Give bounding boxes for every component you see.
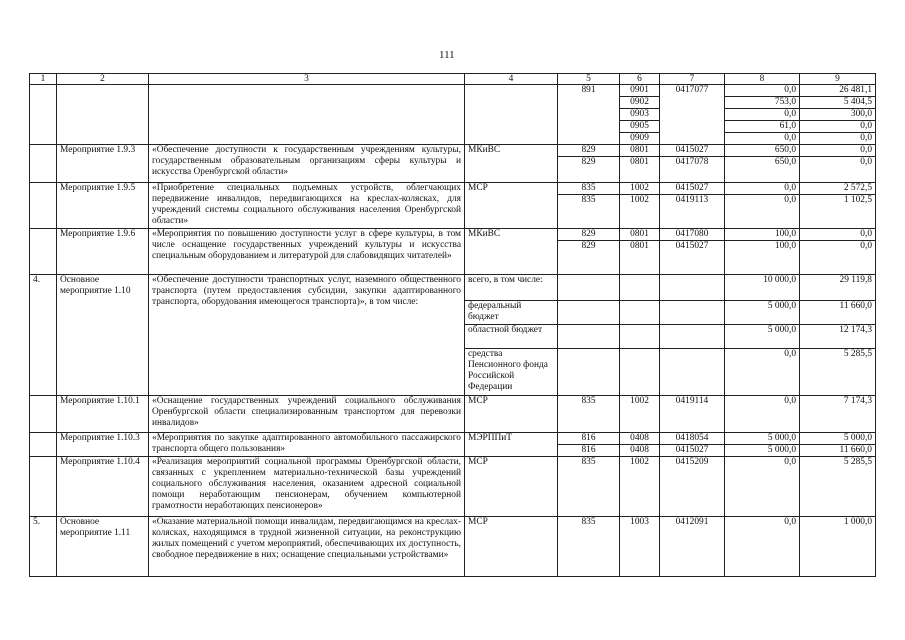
- rz-cell: 0905: [620, 121, 660, 133]
- value-cell: 0,0: [725, 85, 800, 97]
- value-cell: 0,0: [800, 145, 876, 157]
- cell: [30, 457, 57, 517]
- value-cell: 1 102,5: [800, 195, 876, 229]
- rz-cell: 0901: [620, 85, 660, 97]
- value-cell: 0,0: [725, 183, 800, 195]
- grbs-cell: 835: [558, 183, 620, 195]
- value-cell: 650,0: [725, 145, 800, 157]
- value-cell: 0,0: [725, 396, 800, 433]
- measure-description: «Обеспечение доступности транспортных услуг, наземного общественного транспорта (путем предоставления субсидии, закупки адаптированного транспорта, оборудования имеющегося транспорта)», в том числе:: [149, 275, 465, 396]
- executor-cell: МСР: [465, 396, 558, 433]
- cell: [57, 85, 149, 145]
- value-cell: 0,0: [725, 109, 800, 121]
- measure-name: Основное мероприятие 1.10: [57, 275, 149, 396]
- value-cell: 61,0: [725, 121, 800, 133]
- value-cell: 0,0: [800, 121, 876, 133]
- cs-cell: 0417078: [660, 157, 725, 183]
- measure-name: Мероприятие 1.10.3: [57, 433, 149, 457]
- measure-description: «Мероприятия по закупке адаптированного автомобильного пассажирского транспорта общего пользования»: [149, 433, 465, 457]
- grbs-cell: 835: [558, 195, 620, 229]
- table-row: [30, 433, 876, 445]
- cell: [660, 325, 725, 349]
- cs-cell: 0412091: [660, 517, 725, 577]
- rz-cell: 0801: [620, 229, 660, 241]
- grbs-cell: 891: [558, 85, 620, 145]
- cell: [620, 349, 660, 396]
- cs-cell: 0415027: [660, 183, 725, 195]
- col-header: 6: [620, 74, 660, 85]
- cell: [149, 85, 465, 145]
- cs-cell: 0419113: [660, 195, 725, 229]
- col-header: 9: [800, 74, 876, 85]
- cs-cell: 0415209: [660, 457, 725, 517]
- value-cell: 5 285,5: [800, 349, 876, 396]
- grbs-cell: 829: [558, 241, 620, 275]
- cell: [558, 349, 620, 396]
- value-cell: 0,0: [800, 133, 876, 145]
- cell: [620, 301, 660, 325]
- executor-cell: МКиВС: [465, 229, 558, 275]
- value-cell: 5 000,0: [725, 445, 800, 457]
- value-cell: 7 174,3: [800, 396, 876, 433]
- cs-cell: 0415027: [660, 445, 725, 457]
- cs-cell: 0417077: [660, 85, 725, 145]
- col-header: 5: [558, 74, 620, 85]
- table-row: [30, 275, 876, 301]
- measure-name: Мероприятие 1.10.4: [57, 457, 149, 517]
- value-cell: 2 572,5: [800, 183, 876, 195]
- item-number: 5.: [30, 517, 57, 577]
- table-row: [30, 183, 876, 195]
- cell: [558, 301, 620, 325]
- table-row: [30, 457, 876, 517]
- table-row: [30, 229, 876, 241]
- cell: [30, 396, 57, 433]
- measure-name: Мероприятие 1.9.3: [57, 145, 149, 183]
- value-cell: 11 660,0: [800, 445, 876, 457]
- cs-cell: 0417080: [660, 229, 725, 241]
- table-row: [30, 517, 876, 577]
- cell: [30, 145, 57, 183]
- value-cell: 5 000,0: [725, 433, 800, 445]
- cell: [620, 325, 660, 349]
- measure-name: Основное мероприятие 1.11: [57, 517, 149, 577]
- cell: [660, 301, 725, 325]
- grbs-cell: 835: [558, 517, 620, 577]
- value-cell: 0,0: [725, 133, 800, 145]
- value-cell: 5 285,5: [800, 457, 876, 517]
- value-cell: 1 000,0: [800, 517, 876, 577]
- grbs-cell: 816: [558, 445, 620, 457]
- rz-cell: 0408: [620, 433, 660, 445]
- rz-cell: 0408: [620, 445, 660, 457]
- cs-cell: 0419114: [660, 396, 725, 433]
- source-label: всего, в том числе:: [465, 275, 558, 301]
- rz-cell: 0909: [620, 133, 660, 145]
- value-cell: 5 404,5: [800, 97, 876, 109]
- cell: [30, 85, 57, 145]
- grbs-cell: 829: [558, 229, 620, 241]
- source-label: федеральный бюджет: [465, 301, 558, 325]
- value-cell: 11 660,0: [800, 301, 876, 325]
- cell: [620, 275, 660, 301]
- rz-cell: 1002: [620, 396, 660, 433]
- rz-cell: 0801: [620, 145, 660, 157]
- table-row: [30, 396, 876, 433]
- measure-description: «Оказание материальной помощи инвалидам, передвигающимся на креслах-колясках, находящимся в трудной жизненной ситуации, на реконструкцию жилых помещений с учетом мероприятий, обеспечивающих их доступность, свободное передвижение в них; оснащение специальными устройствами»: [149, 517, 465, 577]
- grbs-cell: 829: [558, 157, 620, 183]
- item-number: 4.: [30, 275, 57, 396]
- source-label: областной бюджет: [465, 325, 558, 349]
- measure-name: Мероприятие 1.9.5: [57, 183, 149, 229]
- value-cell: 0,0: [800, 229, 876, 241]
- table-row: [30, 145, 876, 157]
- col-header: 8: [725, 74, 800, 85]
- col-header: 3: [149, 74, 465, 85]
- value-cell: 0,0: [800, 241, 876, 275]
- measure-description: «Оснащение государственных учреждений социального обслуживания Оренбургской области специализированным транспортом для перевозки инвалидов»: [149, 396, 465, 433]
- value-cell: 12 174,3: [800, 325, 876, 349]
- value-cell: 0,0: [725, 517, 800, 577]
- value-cell: 300,0: [800, 109, 876, 121]
- cell: [558, 325, 620, 349]
- col-header: 2: [57, 74, 149, 85]
- rz-cell: 1003: [620, 517, 660, 577]
- cell: [30, 433, 57, 457]
- value-cell: 100,0: [725, 229, 800, 241]
- col-header: 4: [465, 74, 558, 85]
- value-cell: 29 119,8: [800, 275, 876, 301]
- grbs-cell: 829: [558, 145, 620, 157]
- cs-cell: 0415027: [660, 145, 725, 157]
- cs-cell: 0415027: [660, 241, 725, 275]
- col-header: 1: [30, 74, 57, 85]
- rz-cell: 0801: [620, 241, 660, 275]
- value-cell: 10 000,0: [725, 275, 800, 301]
- cell: [465, 85, 558, 145]
- value-cell: 753,0: [725, 97, 800, 109]
- grbs-cell: 835: [558, 457, 620, 517]
- measure-description: «Приобретение специальных подъемных устройств, облегчающих передвижение инвалидов, передвигающихся на креслах-колясках, для учреждений системы социального обслуживания населения Оренбургской области»: [149, 183, 465, 229]
- measure-description: «Реализация мероприятий социальной программы Оренбургской области, связанных с укреплением материально-технической базы учреждений социального обслуживания населения, оказанием адресной социальной помощи неработающим пенсионерам, обучением компьютерной грамотности неработающих пенсионеров»: [149, 457, 465, 517]
- cell: [30, 183, 57, 229]
- value-cell: 100,0: [725, 241, 800, 275]
- value-cell: 0,0: [800, 157, 876, 183]
- rz-cell: 0801: [620, 157, 660, 183]
- value-cell: 0,0: [725, 195, 800, 229]
- executor-cell: МСР: [465, 517, 558, 577]
- executor-cell: МСР: [465, 457, 558, 517]
- rz-cell: 0902: [620, 97, 660, 109]
- value-cell: 26 481,1: [800, 85, 876, 97]
- source-label: средства Пенсионного фонда Российской Федерации: [465, 349, 558, 396]
- measure-name: Мероприятие 1.9.6: [57, 229, 149, 275]
- value-cell: 5 000,0: [725, 301, 800, 325]
- budget-table: [29, 73, 876, 577]
- executor-cell: МКиВС: [465, 145, 558, 183]
- value-cell: 5 000,0: [725, 325, 800, 349]
- rz-cell: 0903: [620, 109, 660, 121]
- cell: [660, 275, 725, 301]
- value-cell: 0,0: [725, 349, 800, 396]
- table-row: [30, 85, 876, 97]
- cell: [30, 229, 57, 275]
- measure-description: «Обеспечение доступности к государственным учреждениям культуры, государственным образовательным организациям сферы культуры и искусства Оренбургской области»: [149, 145, 465, 183]
- measure-name: Мероприятие 1.10.1: [57, 396, 149, 433]
- measure-description: «Мероприятия по повышению доступности услуг в сфере культуры, в том числе оснащение государственных учреждений культуры и искусства специальным оборудованием и литературой для слабовидящих читателей»: [149, 229, 465, 275]
- executor-cell: МСР: [465, 183, 558, 229]
- value-cell: 650,0: [725, 157, 800, 183]
- page-number: 111: [439, 49, 455, 61]
- col-header: 7: [660, 74, 725, 85]
- value-cell: 0,0: [725, 457, 800, 517]
- header-row: [30, 74, 876, 85]
- executor-cell: МЭРППиТ: [465, 433, 558, 457]
- cell: [660, 349, 725, 396]
- rz-cell: 1002: [620, 195, 660, 229]
- grbs-cell: 816: [558, 433, 620, 445]
- grbs-cell: 835: [558, 396, 620, 433]
- value-cell: 5 000,0: [800, 433, 876, 445]
- cell: [558, 275, 620, 301]
- cs-cell: 0418054: [660, 433, 725, 445]
- rz-cell: 1002: [620, 457, 660, 517]
- rz-cell: 1002: [620, 183, 660, 195]
